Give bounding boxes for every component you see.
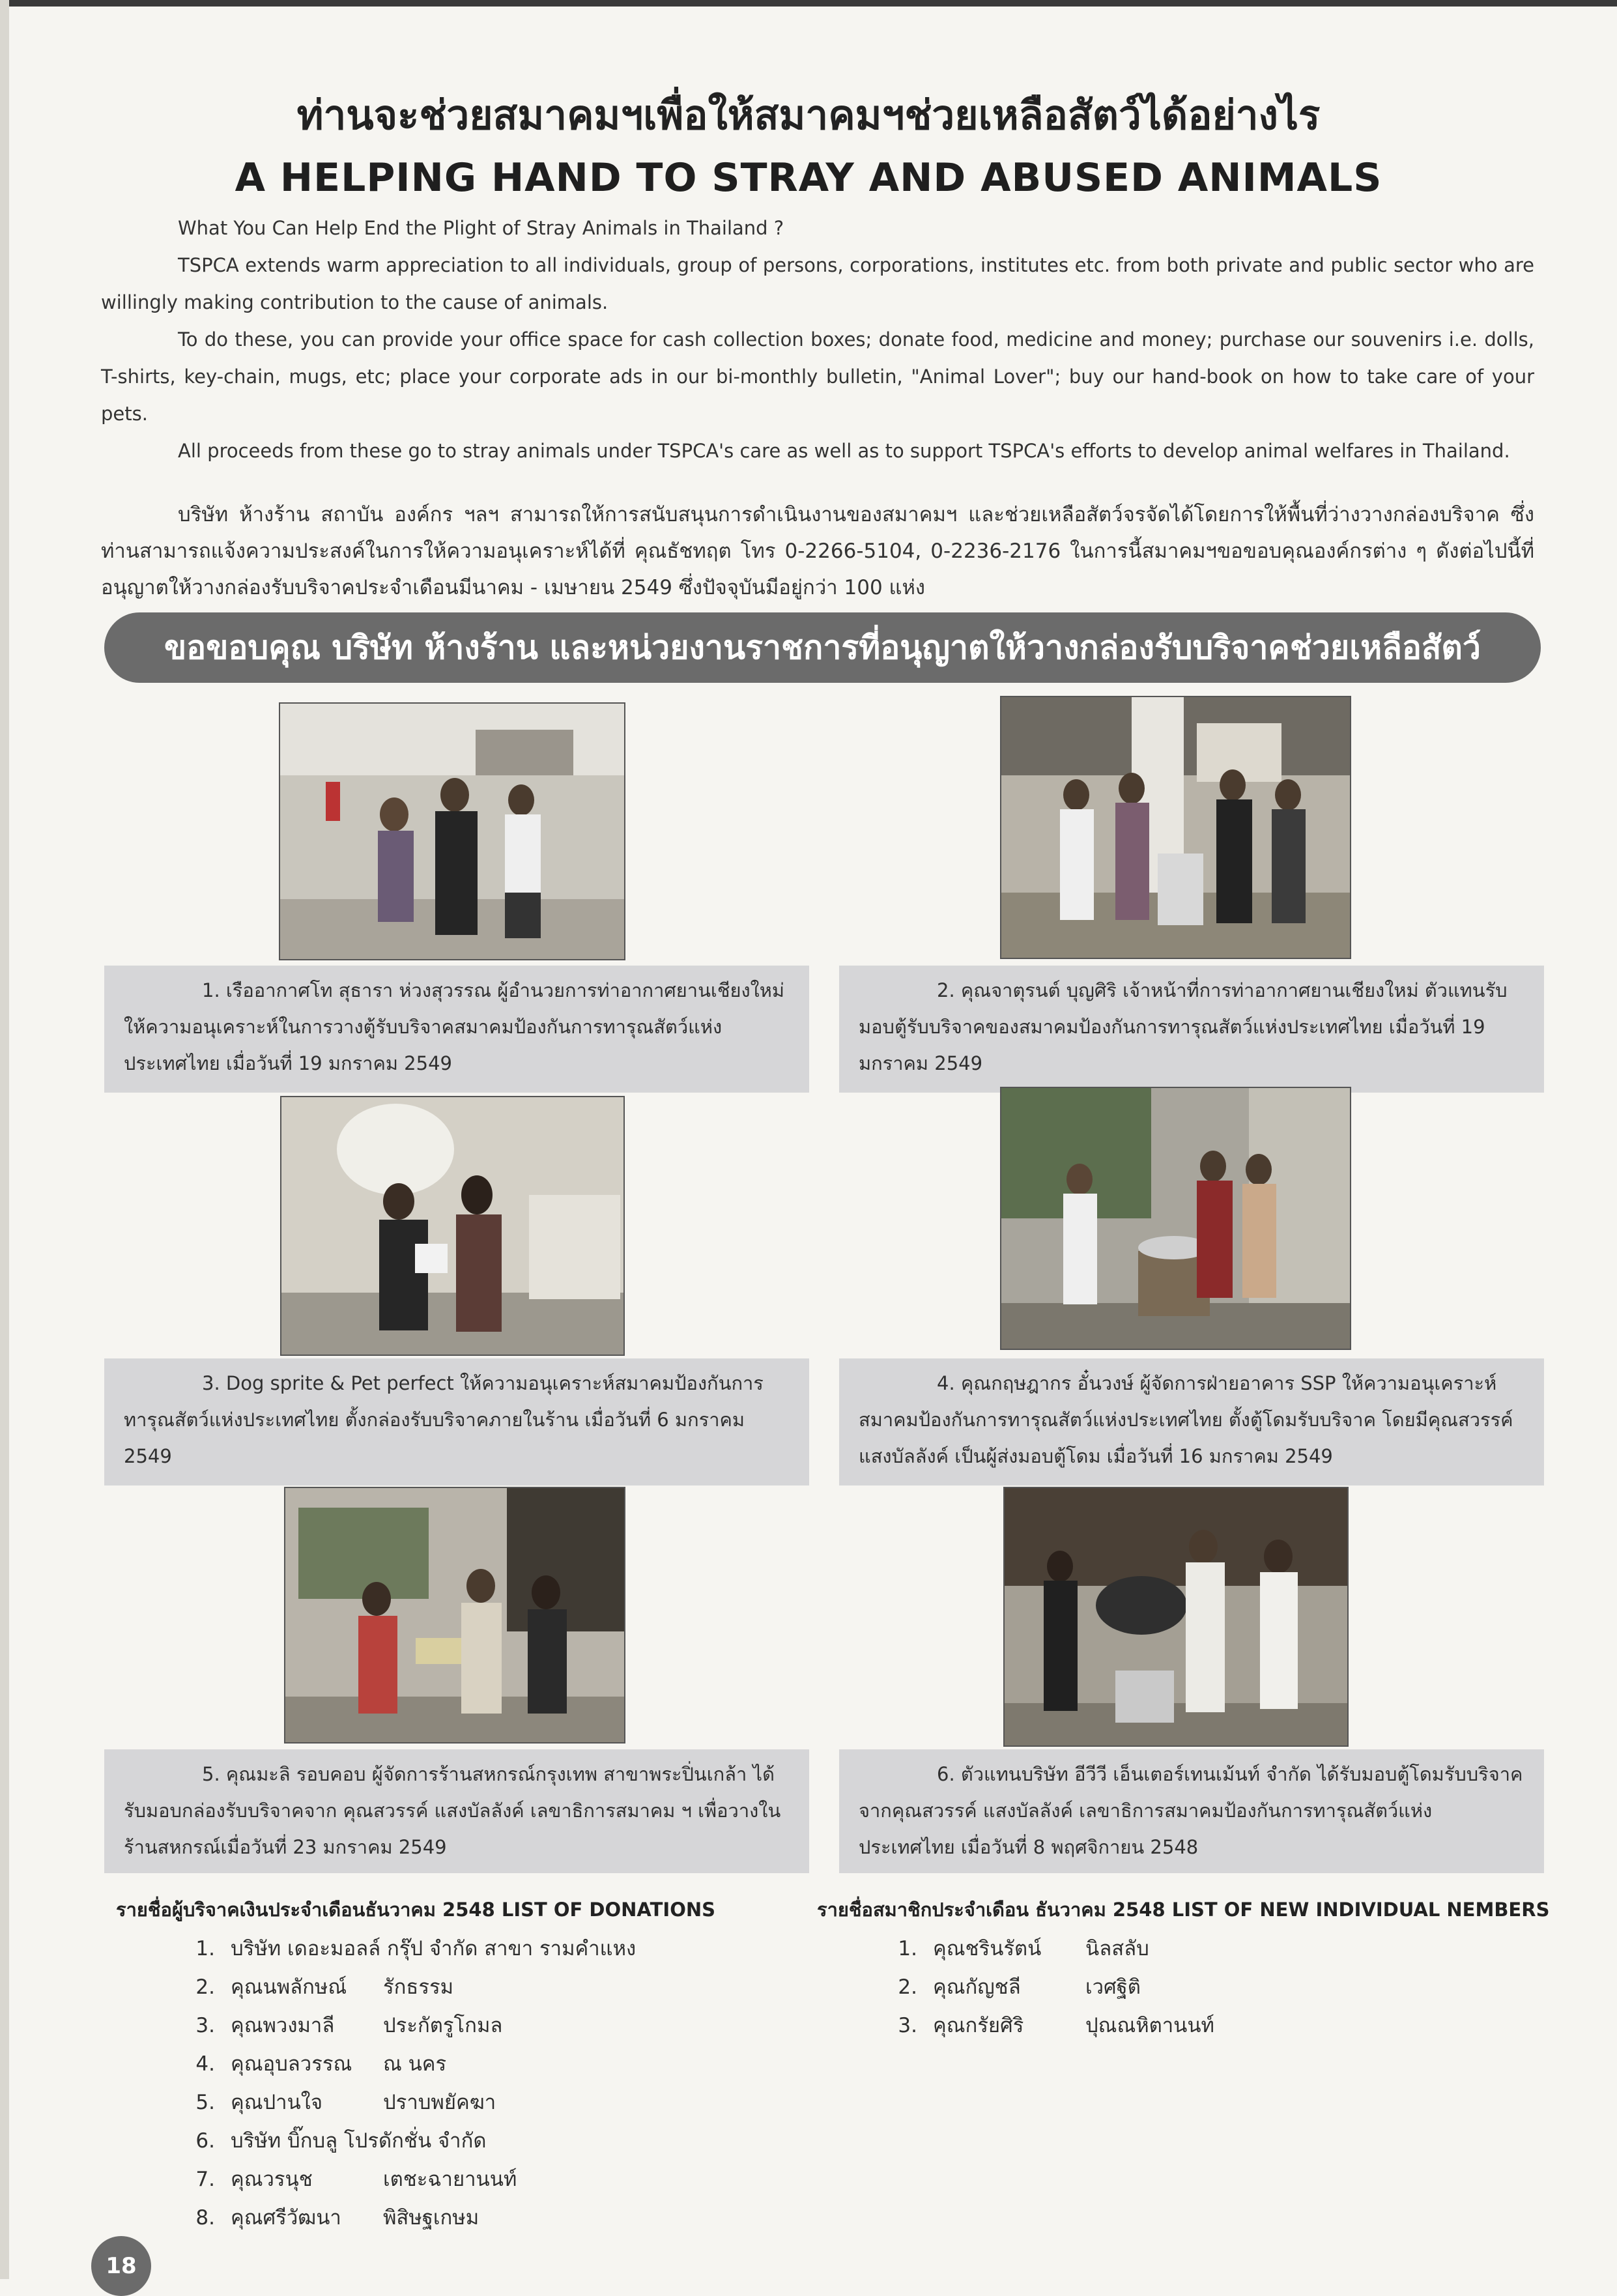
- caption-1: 1. เรืออากาศโท สุธารา ห่วงสุวรรณ ผู้อำนวยการท่าอากาศยานเชียงใหม่ ให้ความอนุเคราะห์ในการวางตู้รับบริจาคสมาคมป้องกันการทารุณสัตว์แห่งประเทศไทย เมื่อวันที่ 19 มกราคม 2549: [104, 966, 809, 1093]
- caption-3: 3. Dog sprite & Pet perfect ให้ความอนุเคราะห์สมาคมป้องกันการทารุณสัตว์แห่งประเทศไทย ตั้งกล่องรับบริจาคภายในร้าน เมื่อวันที่ 6 มกราคม 2549: [104, 1358, 809, 1485]
- page-title-thai: ท่านจะช่วยสมาคมฯเพื่อให้สมาคมฯช่วยเหลือสัตว์ได้อย่างไร: [296, 91, 1321, 139]
- caption-6: 6. ตัวแทนบริษัท อีวีวี เอ็นเตอร์เทนเม้นท์ จำกัด ได้รับมอบตู้โดมรับบริจาค จากคุณสวรรค์ แสงบัลลังค์ เลขาธิการสมาคมป้องกันการทารุณสัตว์แห่งประเทศไทย เมื่อวันที่ 8 พฤศจิกายน 2548: [839, 1749, 1544, 1873]
- intro-paragraph-2: To do these, you can provide your office space for cash collection boxes; donate food, medicine and money; purchase our souvenirs i.e. dolls, T-shirts, key-chain, mugs, etc; place your corporate ads in our bi-monthly bulletin, "Animal Lover"; buy our hand-book on how to take care of your pets.: [101, 328, 1534, 425]
- list-item: 1. คุณชรินรัตน์ นิลสลับ: [898, 1937, 1149, 1960]
- page-left-edge: [0, 0, 9, 2279]
- list-item: 5. คุณปานใจ ปราบพยัคฆา: [195, 2091, 496, 2114]
- members-heading: รายชื่อสมาชิกประจำเดือน ธันวาคม 2548 LIST OF NEW INDIVIDUAL NEMBERS: [817, 1899, 1550, 1921]
- caption-5: 5. คุณมะลิ รอบคอบ ผู้จัดการร้านสหกรณ์กรุงเทพ สาขาพระปิ่นเกล้า ได้รับมอบกล่องรับบริจาคจาก คุณสวรรค์ แสงบัลลังค์ เลขาธิการสมาคม ฯ เพื่อวางในร้านสหกรณ์เมื่อวันที่ 23 มกราคม 2549: [104, 1749, 809, 1873]
- members-list: [878, 1930, 1214, 2045]
- thanks-banner: ขอขอบคุณ บริษัท ห้างร้าน และหน่วยงานราชการที่อนุญาตให้วางกล่องรับบริจาคช่วยเหลือสัตว์: [104, 612, 1541, 683]
- page-number: 18: [91, 2236, 151, 2296]
- intro-paragraph-1: TSPCA extends warm appreciation to all individuals, group of persons, corporations, institutes etc. from both private and public sector who are willingly making contribution to the cause of animals.: [101, 254, 1534, 313]
- intro-text: [101, 210, 1534, 470]
- photo-4: [1000, 1087, 1351, 1350]
- thai-paragraph: บริษัท ห้างร้าน สถาบัน องค์กร ฯลฯ สามารถให้การสนับสนุนการดำเนินงานของสมาคมฯ และช่วยเหลือสัตว์จรจัดได้โดยการให้พื้นที่ว่างวางกล่องบริจาค ซึ่งท่านสามารถแจ้งความประสงค์ในการให้ความอนุเคราะห์ได้ที่ คุณธัชทฤต โทร 0-2266-5104, 0-2236-2176 ในการนี้สมาคมฯขอขอบคุณองค์กรต่าง ๆ ดังต่อไปนี้ที่อนุญาตให้วางกล่องรับบริจาคประจำเดือนมีนาคม - เมษายน 2549 ซึ่งปัจจุบันมีอยู่กว่า 100 แห่ง: [101, 503, 1534, 599]
- caption-2: 2. คุณจาตุรนต์ บุญศิริ เจ้าหน้าที่การท่าอากาศยานเชียงใหม่ ตัวแทนรับมอบตู้รับบริจาคของสมาคมป้องกันการทารุณสัตว์แห่งประเทศไทย เมื่อวันที่ 19 มกราคม 2549: [839, 966, 1544, 1093]
- page-top-edge: [0, 0, 1617, 7]
- list-item: 1. บริษัท เดอะมอลล์ กรุ๊ป จำกัด สาขา รามคำแหง: [195, 1937, 637, 1960]
- photo-1: [279, 702, 625, 960]
- page-title-english: A HELPING HAND TO STRAY AND ABUSED ANIMALS: [235, 155, 1382, 201]
- donations-list: [176, 1930, 651, 2237]
- caption-4: 4. คุณกฤษฎากร อั๋นวงษ์ ผู้จัดการฝ่ายอาคาร SSP ให้ความอนุเคราะห์สมาคมป้องกันการทารุณสัตว์แห่งประเทศไทย ตั้งตู้โดมรับบริจาค โดยมีคุณสวรรค์ แสงบัลลังค์ เป็นผู้ส่งมอบตู้โดม เมื่อวันที่ 16 มกราคม 2549: [839, 1358, 1544, 1485]
- list-item: 7. คุณวรนุช เตชะฉายานนท์: [195, 2168, 517, 2191]
- list-item: 4. คุณอุบลวรรณ ณ นคร: [195, 2052, 447, 2076]
- list-item: 6. บริษัท บิ๊กบลู โปรดักชั่น จำกัด: [195, 2129, 487, 2153]
- intro-paragraph-3: All proceeds from these go to stray animals under TSPCA's care as well as to support TSPCA's efforts to develop animal welfares in Thailand.: [178, 440, 1510, 462]
- donations-heading: รายชื่อผู้บริจาคเงินประจำเดือนธันวาคม 2548 LIST OF DONATIONS: [116, 1899, 715, 1921]
- photo-5: [284, 1487, 625, 1744]
- photo-3: [280, 1096, 625, 1356]
- list-item: 3. คุณพวงมาลี ประกัตรูโกมล: [195, 2014, 503, 2037]
- photo-2: [1000, 696, 1351, 959]
- list-item: 2. คุณนพลักษณ์ รักธรรม: [195, 1975, 454, 1999]
- list-item: 8. คุณศรีวัฒนา พิสิษฐเกษม: [195, 2206, 479, 2230]
- intro-question: What You Can Help End the Plight of Stray Animals in Thailand ?: [178, 217, 784, 239]
- list-item: 2. คุณกัญชลี เวศฐิติ: [898, 1975, 1141, 1999]
- list-item: 3. คุณกรัยศิริ ปุณณหิตานนท์: [898, 2014, 1214, 2037]
- photo-6: [1003, 1487, 1349, 1747]
